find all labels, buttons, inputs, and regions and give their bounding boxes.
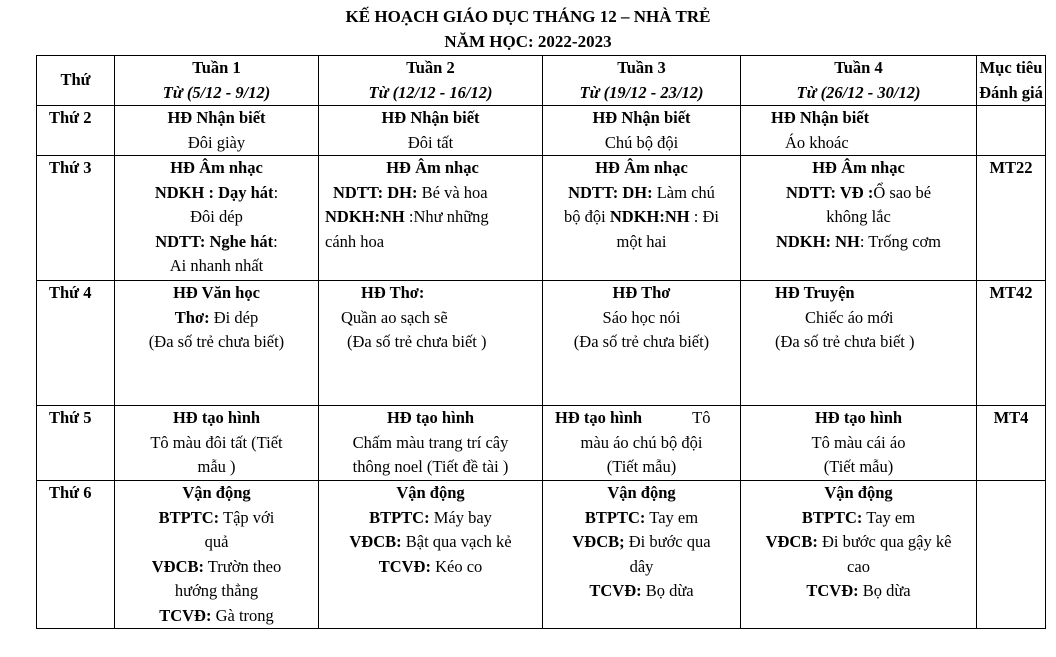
goal-cell — [977, 481, 1046, 629]
day-label: Thứ 6 — [37, 481, 115, 629]
goal-cell: MT22 — [977, 156, 1046, 281]
table-row — [37, 481, 1046, 629]
header-week-4: Tuần 4 Từ (26/12 - 30/12) — [741, 56, 977, 106]
table-row — [37, 106, 1046, 156]
goal-cell — [977, 106, 1046, 156]
day-label: Thứ 3 — [37, 156, 115, 281]
activity-cell: HĐ Nhận biết Áo khoác — [741, 106, 977, 156]
activity-cell: Vận động BTPTC: Tay em VĐCB: Đi bước qua gậy kê cao TCVĐ: Bọ dừa — [741, 481, 977, 629]
document-subtitle: NĂM HỌC: 2022-2023 — [444, 32, 612, 51]
header-week-1: Tuần 1 Từ (5/12 - 9/12) — [115, 56, 319, 106]
plan-table — [36, 55, 1046, 629]
activity-cell: Vận động BTPTC: Máy bay VĐCB: Bật qua vạch kẻ TCVĐ: Kéo co — [319, 481, 543, 629]
goal-cell: MT4 — [977, 406, 1046, 481]
activity-cell: Vận động BTPTC: Tập với quả VĐCB: Trườn theo hướng thẳng TCVĐ: Gà trong — [115, 481, 319, 629]
header-row — [37, 56, 1046, 106]
header-day: Thứ — [37, 56, 115, 106]
header-goal: Mục tiêu Đánh giá — [977, 56, 1046, 106]
activity-cell: HĐ tạo hình Chấm màu trang trí cây thông noel (Tiết đề tài ) — [319, 406, 543, 481]
day-label: Thứ 4 — [37, 281, 115, 406]
activity-cell: HĐ Nhận biết Chú bộ đội — [543, 106, 741, 156]
activity-cell: HĐ Thơ Sáo học nói (Đa số trẻ chưa biết) — [543, 281, 741, 406]
activity-cell: HĐ tạo hình Tô màu cái áo (Tiết mẫu) — [741, 406, 977, 481]
header-week-3: Tuần 3 Từ (19/12 - 23/12) — [543, 56, 741, 106]
activity-cell: HĐ Âm nhạc NDTT: VĐ :Ổ sao bé không lắc NDKH: NH: Trống cơm — [741, 156, 977, 281]
activity-cell: Vận động BTPTC: Tay em VĐCB; Đi bước qua dây TCVĐ: Bọ dừa — [543, 481, 741, 629]
table-row — [37, 156, 1046, 281]
header-week-2: Tuần 2 Từ (12/12 - 16/12) — [319, 56, 543, 106]
activity-cell: HĐ Văn học Thơ: Đi dép (Đa số trẻ chưa biết) — [115, 281, 319, 406]
activity-cell: HĐ tạo hình Tô màu đôi tất (Tiết mẫu ) — [115, 406, 319, 481]
day-label: Thứ 2 — [37, 106, 115, 156]
table-row — [37, 281, 1046, 406]
activity-cell: HĐ Nhận biết Đôi tất — [319, 106, 543, 156]
activity-cell: HĐ Thơ: Quần ao sạch sẽ (Đa số trẻ chưa biết ) — [319, 281, 543, 406]
table-row — [37, 406, 1046, 481]
goal-cell: MT42 — [977, 281, 1046, 406]
activity-cell: HĐ Âm nhạc NDTT: DH: Bé và hoa NDKH:NH :Như những cánh hoa — [319, 156, 543, 281]
day-label: Thứ 5 — [37, 406, 115, 481]
activity-cell: HĐ Truyện Chiếc áo mới (Đa số trẻ chưa biết ) — [741, 281, 977, 406]
activity-cell: HĐ Âm nhạc NDTT: DH: Làm chú bộ đội NDKH:NH : Đi một hai — [543, 156, 741, 281]
activity-cell: HĐ Âm nhạc NDKH : Dạy hát: Đôi dép NDTT: Nghe hát: Ai nhanh nhất — [115, 156, 319, 281]
document-title: KẾ HOẠCH GIÁO DỤC THÁNG 12 – NHÀ TRẺ — [345, 7, 711, 26]
activity-cell: HĐ tạo hình Tô màu áo chú bộ đội (Tiết mẫu) — [543, 406, 741, 481]
activity-cell: HĐ Nhận biết Đôi giày — [115, 106, 319, 156]
